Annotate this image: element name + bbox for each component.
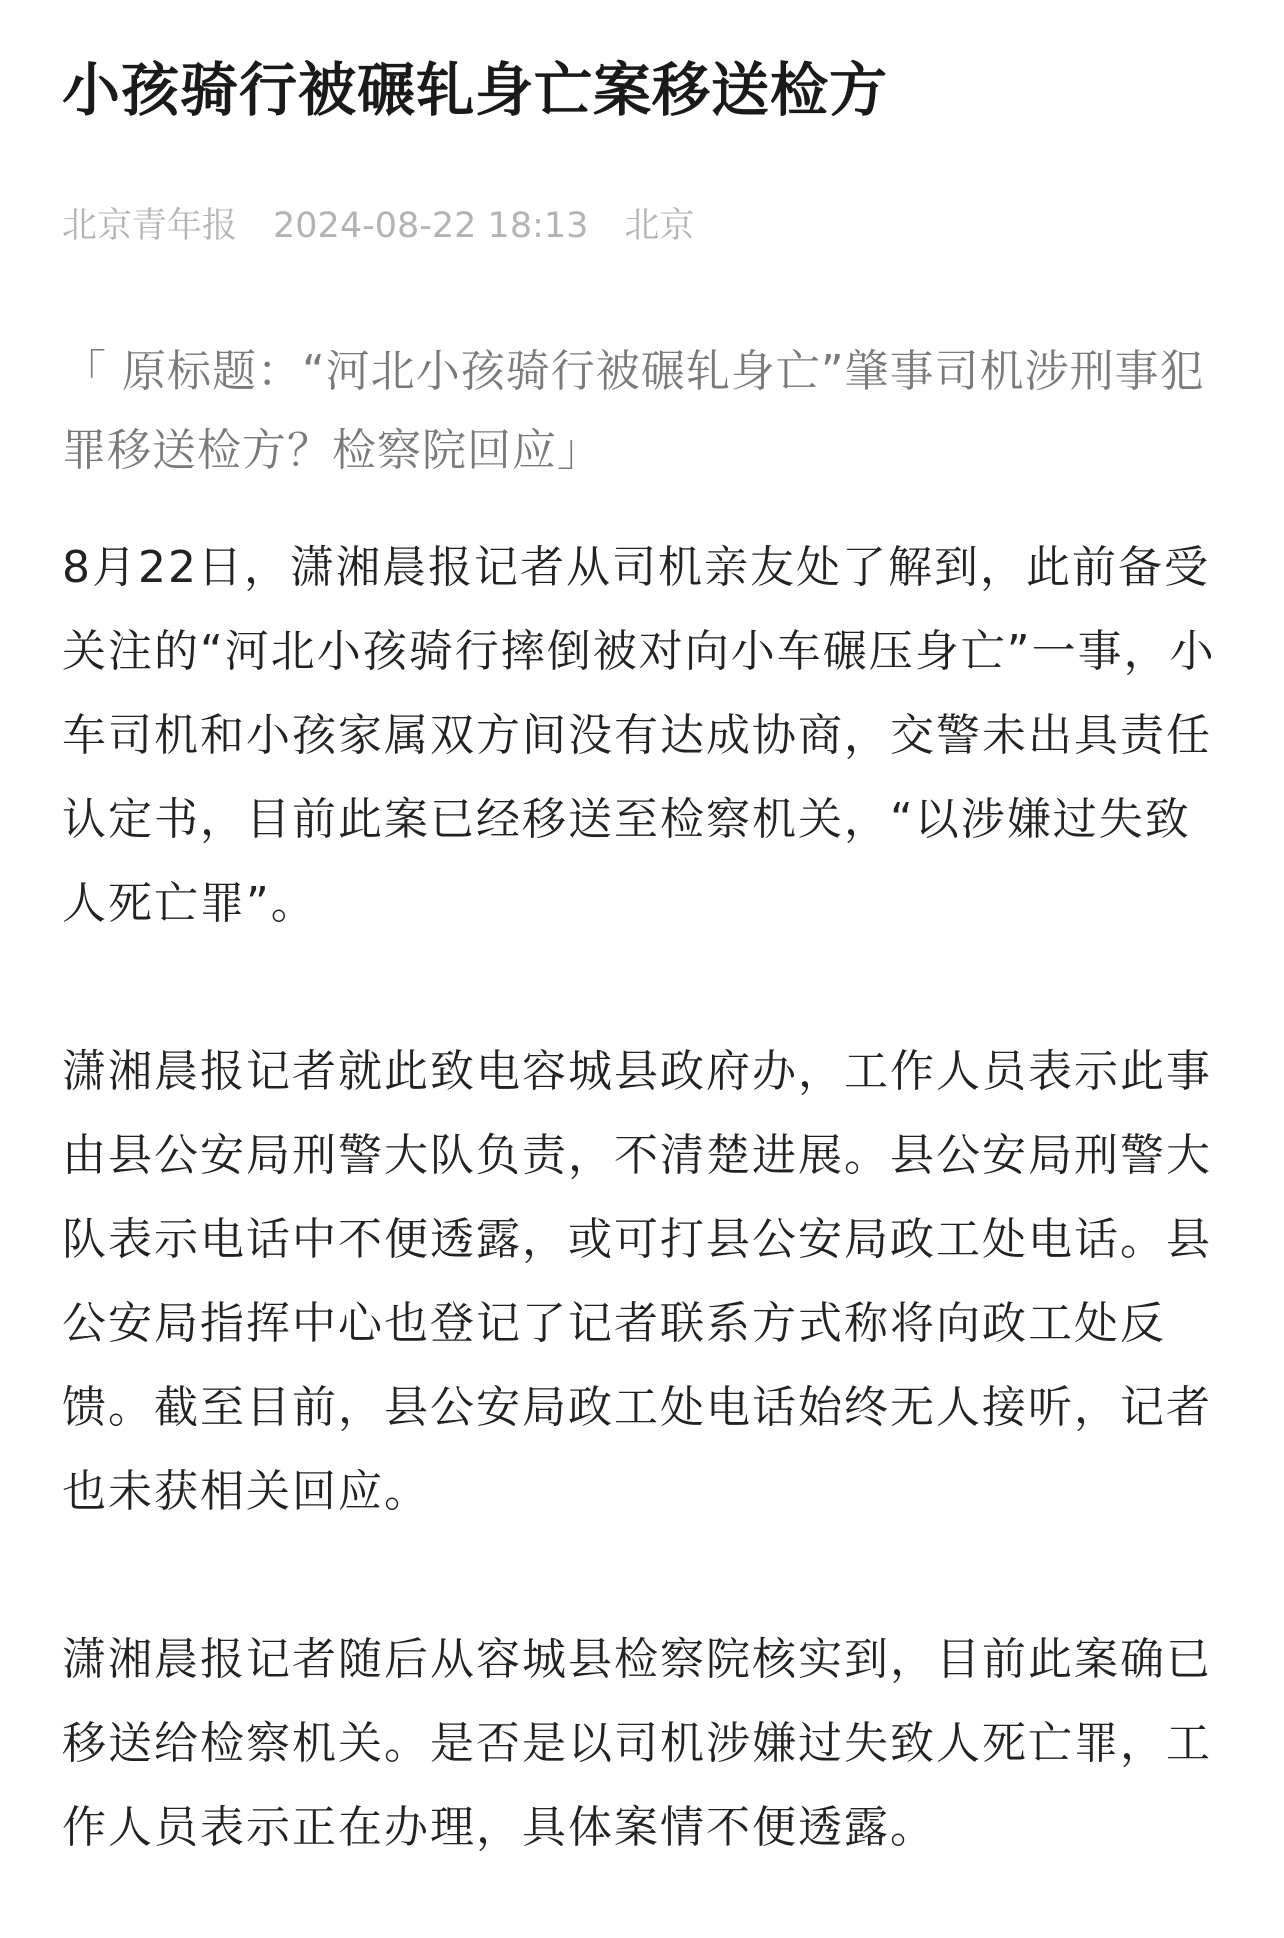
article-meta bbox=[62, 204, 1224, 248]
article-title: 小孩骑行被碾轧身亡案移送检方 bbox=[62, 56, 889, 124]
article-paragraph: 潇湘晨报记者随后从容城县检察院核实到，目前此案确已移送给检察机关。是否是以司机涉嫌过失致人死亡罪，工作人员表示正在办理，具体案情不便透露。 bbox=[62, 1634, 1212, 1853]
article-paragraph: 潇湘晨报记者就此致电容城县政府办，工作人员表示此事由县公安局刑警大队负责，不清楚进展。县公安局刑警大队表示电话中不便透露，或可打县公安局政工处电话。县公安局指挥中心也登记了记者联系方式称将向政工处反馈。截至目前，县公安局政工处电话始终无人接听，记者也未获相关回应。 bbox=[62, 1046, 1212, 1517]
publish-datetime: 2024-08-22 18:13 bbox=[273, 206, 589, 246]
publish-location: 北京 bbox=[624, 206, 695, 246]
article-paragraph: 8月22日，潇湘晨报记者从司机亲友处了解到，此前备受关注的“河北小孩骑行摔倒被对向小车碾压身亡”一事，小车司机和小孩家属双方间没有达成协商，交警未出具责任认定书，目前此案已经移送至检察机关，“以涉嫌过失致人死亡罪”。 bbox=[62, 542, 1216, 929]
article bbox=[62, 0, 1224, 1870]
original-title-note: 「 原标题：“河北小孩骑行被碾轧身亡”肇事司机涉刑事犯罪移送检方？检察院回应」 bbox=[62, 346, 1205, 476]
source-label[interactable]: 北京青年报 bbox=[62, 206, 238, 246]
